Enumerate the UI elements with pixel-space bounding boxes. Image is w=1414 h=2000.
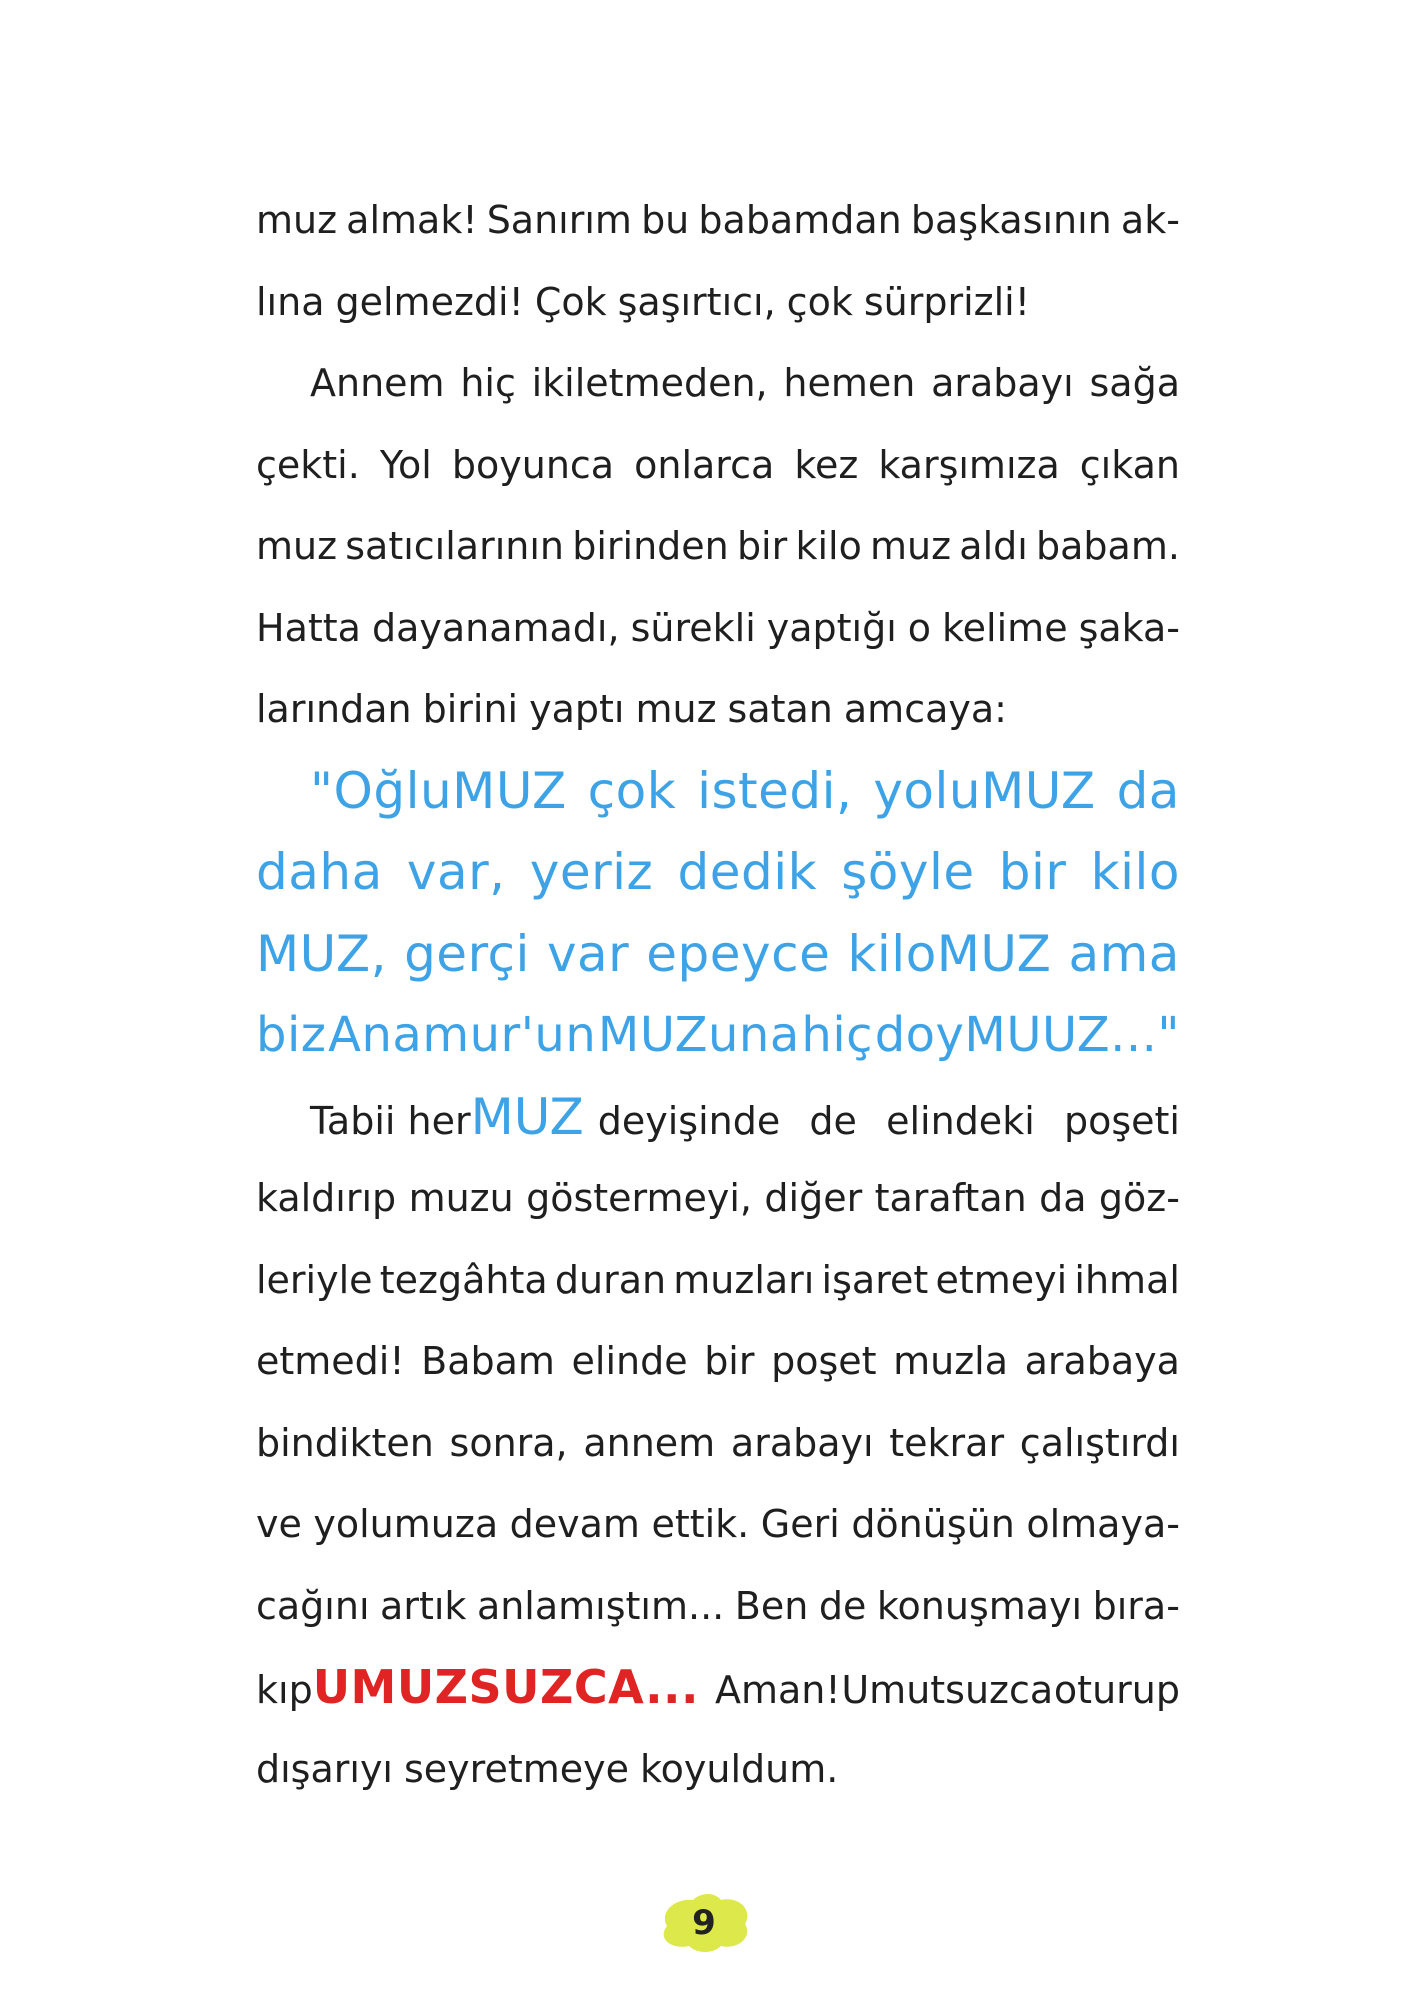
word: bu [641, 198, 690, 242]
quote-line [256, 995, 1180, 1077]
word: arabayı [730, 1420, 874, 1465]
quote-line [256, 914, 1180, 996]
muz-emphasis: MUZ [470, 1087, 584, 1146]
word: etmeyi [935, 1257, 1068, 1302]
text-line [256, 180, 1180, 262]
word: doyMUUZ..." [874, 1007, 1180, 1063]
word: işaret [821, 1257, 929, 1302]
word: birini [422, 687, 519, 731]
word: başkasının [910, 198, 1112, 242]
word: sürekli [630, 605, 756, 650]
word: koyuldum. [640, 1746, 839, 1791]
page-text [256, 180, 1180, 1810]
word: babam. [1036, 524, 1180, 568]
quote-line [256, 832, 1180, 914]
word: seyretmeye [404, 1746, 629, 1791]
word: Anamur'un [328, 1007, 597, 1063]
word: muzla [893, 1339, 1008, 1383]
word: larından [256, 687, 412, 731]
word: cağını [256, 1583, 370, 1628]
word: Hatta [256, 605, 361, 650]
word: kilo [795, 524, 862, 568]
word: bıra- [1092, 1583, 1180, 1628]
word: çekti. [256, 442, 360, 487]
word: duran [554, 1257, 667, 1302]
word: babamdan [698, 198, 902, 242]
page-number-badge [649, 1888, 759, 1958]
word: ama [1068, 924, 1180, 983]
word: yeriz [529, 843, 654, 901]
word: dönüşün [851, 1502, 1015, 1546]
word: göstermeyi, [526, 1176, 753, 1220]
quote-line [256, 751, 1180, 833]
word: Geri [760, 1502, 840, 1546]
word: Annem [310, 361, 445, 405]
word: hemen [783, 361, 916, 405]
text-line [256, 425, 1180, 507]
text-line [256, 1566, 1180, 1648]
word: çok [587, 761, 677, 820]
word: MUZuna [597, 1007, 800, 1063]
text-fragment-group [598, 1081, 1180, 1163]
word: tezgâhta [379, 1257, 548, 1302]
word: "OğluMUZ [310, 761, 567, 820]
word: Sanırım [486, 198, 632, 242]
word: artık [380, 1583, 467, 1628]
word: taraftan [874, 1176, 1027, 1220]
word: kelime [942, 605, 1068, 650]
word: amcaya: [843, 687, 1007, 731]
word: o [907, 605, 932, 650]
word: dışarıyı [256, 1746, 393, 1791]
text-line [256, 262, 1180, 344]
word: annem [583, 1420, 716, 1465]
word: arabayı [931, 361, 1074, 405]
word: Babam [421, 1339, 555, 1383]
word: leriyle [256, 1257, 373, 1302]
word: bir [998, 843, 1067, 901]
word: yaptı [529, 687, 625, 731]
word: çalıştırdı [1019, 1420, 1180, 1465]
word: şaşırtıcı, [617, 279, 776, 324]
word: hiç [801, 1007, 874, 1063]
text-line [256, 1321, 1180, 1403]
word: yaptığı [766, 605, 897, 650]
word: ikiletmeden, [531, 361, 768, 405]
word: biz [256, 1007, 327, 1063]
word: Aman! [715, 1668, 841, 1712]
text-line [256, 1240, 1180, 1322]
word: Yol [379, 442, 432, 487]
word: poşet [771, 1339, 877, 1383]
word: çok [786, 279, 853, 324]
word: istedi, [697, 761, 853, 820]
word: muzu [408, 1176, 514, 1220]
word: aldı [959, 524, 1028, 568]
word: kilo [1090, 843, 1180, 901]
word: bir [704, 1339, 755, 1383]
text-line [256, 1729, 1180, 1811]
word: ve [256, 1502, 302, 1546]
word: bir [736, 524, 788, 568]
word: ak- [1120, 198, 1180, 242]
word: Çok [534, 279, 607, 324]
word: ettik. [651, 1502, 750, 1546]
word: dayanamadı, [371, 605, 620, 650]
word: şöyle [841, 843, 975, 901]
word: muz [256, 198, 338, 242]
word: poşeti [1063, 1098, 1180, 1143]
word: de [809, 1098, 857, 1143]
word: anlamıştım... [476, 1583, 725, 1628]
word: bindikten [256, 1420, 434, 1465]
word: olmaya- [1026, 1502, 1180, 1546]
word: göz- [1098, 1176, 1180, 1220]
word: gerçi [404, 924, 530, 983]
word: dedik [677, 843, 818, 901]
word: onlarca [634, 442, 775, 487]
word: karşımıza [878, 442, 1060, 487]
text-fragment: kıp [256, 1668, 313, 1712]
word: epeyce [646, 924, 831, 983]
word: birinden [572, 524, 729, 568]
page-number: 9 [692, 1903, 716, 1943]
text-line [256, 506, 1180, 588]
word: deyişinde [597, 1098, 781, 1143]
word: muz [256, 524, 338, 568]
text-line [256, 1077, 1180, 1159]
text-line [256, 1158, 1180, 1240]
text-line [256, 1647, 1180, 1729]
word: de [818, 1583, 867, 1628]
word: gelmezdi! [335, 279, 524, 324]
text-fragment: Tabii her [310, 1098, 471, 1143]
word: daha [256, 843, 383, 901]
word: kiloMUZ [847, 924, 1052, 983]
word: MUZ, [256, 924, 388, 983]
word: tekrar [889, 1420, 1005, 1465]
word: devam [509, 1502, 640, 1546]
word: oturup [1053, 1668, 1180, 1712]
word: diğer [764, 1176, 863, 1220]
word: almak! [346, 198, 478, 242]
word: sonra, [449, 1420, 568, 1465]
word: elindeki [886, 1098, 1035, 1143]
text-line [256, 1403, 1180, 1485]
word: boyunca [451, 442, 615, 487]
text-fragment-group [715, 1650, 1180, 1732]
umuzsuzca-emphasis: UMUZSUZCA... [312, 1660, 699, 1714]
text-line [256, 588, 1180, 670]
word: ihmal [1074, 1257, 1180, 1302]
word: sağa [1089, 361, 1180, 405]
word: muzları [673, 1257, 815, 1302]
text-line [256, 669, 1180, 751]
word: da [1116, 761, 1180, 820]
word: konuşmayı [876, 1583, 1083, 1628]
word: arabaya [1024, 1339, 1180, 1383]
word: yoluMUZ [873, 761, 1096, 820]
word: kaldırıp [256, 1176, 397, 1220]
word: var, [406, 843, 506, 901]
text-line [256, 343, 1180, 425]
word: var [546, 924, 630, 983]
word: şaka- [1078, 605, 1180, 650]
word: Ben [734, 1583, 809, 1628]
word: elinde [571, 1339, 688, 1383]
word: da [1039, 1176, 1087, 1220]
word: satan [727, 687, 833, 731]
word: hiç [460, 361, 516, 405]
word: sürprizli! [863, 279, 1030, 324]
word: satıcılarının [345, 524, 564, 568]
word: yolumuza [313, 1502, 499, 1546]
word: Umutsuzca [841, 1668, 1054, 1712]
word: kez [794, 442, 859, 487]
word: muz [635, 687, 717, 731]
word: lına [256, 279, 325, 324]
word: etmedi! [256, 1339, 405, 1383]
text-line [256, 1484, 1180, 1566]
word: muz [870, 524, 952, 568]
word: çıkan [1079, 442, 1180, 487]
